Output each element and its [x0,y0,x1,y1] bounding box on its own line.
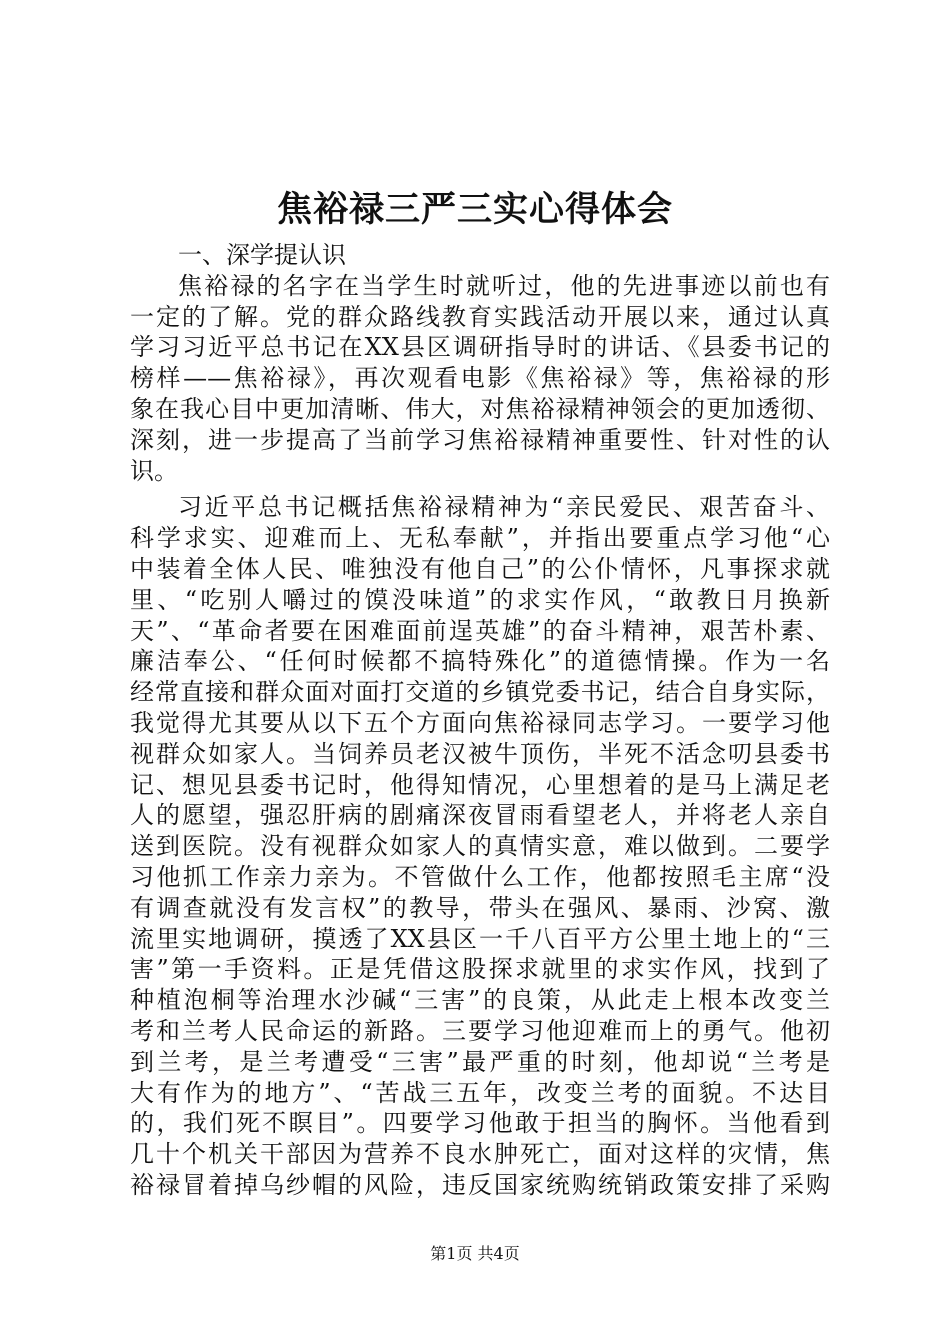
document-body [130,240,830,1201]
paragraph-line: 一定的了解。党的群众路线教育实践活动开展以来，通过认真 [130,302,830,331]
paragraph-line: 廉洁奉公、“任何时候都不搞特殊化”的道德情操。作为一名 [130,647,830,676]
paragraph-line: 害”第一手资料。正是凭借这股探求就里的求实作风，找到了 [130,955,830,984]
section-heading: 一、深学提认识 [178,241,346,269]
paragraph-line: 榜样——焦裕禄》，再次观看电影《焦裕禄》等，焦裕禄的形 [130,364,830,393]
paragraph-line: 焦裕禄的名字在当学生时就听过，他的先进事迹以前也有 [178,271,830,300]
paragraph-line: 经常直接和群众面对面打交道的乡镇党委书记，结合自身实际， [130,678,830,707]
paragraph-line: 记、想见县委书记时，他得知情况，心里想着的是马上满足老 [130,770,830,799]
paragraph-line: 天”、“革命者要在困难面前逞英雄”的奋斗精神，艰苦朴素、 [130,616,830,645]
paragraph-1 [130,271,830,487]
paragraph-line: 有调查就没有发言权”的教导，带头在强风、暴雨、沙窝、激 [130,893,830,922]
paragraph-line: 视群众如家人。当饲养员老汉被牛顶伤，半死不活念叨县委书 [130,739,830,768]
paragraph-line: 学习习近平总书记在XX县区调研指导时的讲话、《县委书记的 [130,333,830,362]
paragraph-line: 送到医院。没有视群众如家人的真情实意，难以做到。二要学 [130,832,830,861]
paragraph-line: 里、“吃别人嚼过的馍没味道”的求实作风，“敢教日月换新 [130,585,830,614]
paragraph-line: 考和兰考人民命运的新路。三要学习他迎难而上的勇气。他初 [130,1016,830,1045]
paragraph-line: 科学求实、迎难而上、无私奉献”，并指出要重点学习他“心 [130,524,830,553]
paragraph-2 [130,492,830,1200]
paragraph-line: 习近平总书记概括焦裕禄精神为“亲民爱民、艰苦奋斗、 [178,493,830,522]
paragraph-line: 象在我心目中更加清晰、伟大，对焦裕禄精神领会的更加透彻、 [130,394,830,423]
paragraph-line: 我觉得尤其要从以下五个方面向焦裕禄同志学习。一要学习他 [130,708,830,737]
paragraph-line: 深刻，进一步提高了当前学习焦裕禄精神重要性、针对性的认 [130,425,830,454]
paragraph-line: 到兰考，是兰考遭受“三害”最严重的时刻，他却说“兰考是 [130,1047,830,1076]
paragraph-line: 几十个机关干部因为营养不良水肿死亡，面对这样的灾情，焦 [130,1140,830,1169]
paragraph-line: 的，我们死不瞑目”。四要学习他敢于担当的胸怀。当他看到 [130,1109,830,1138]
document-title: 焦裕禄三严三实心得体会 [276,189,673,230]
paragraph-line: 中装着全体人民、唯独没有他自己”的公仆情怀，凡事探求就 [130,554,830,583]
paragraph-line: 识。 [130,456,178,485]
paragraph-line: 种植泡桐等治理水沙碱“三害”的良策，从此走上根本改变兰 [130,986,830,1015]
paragraph-line: 人的愿望，强忍肝病的剧痛深夜冒雨看望老人，并将老人亲自 [130,801,830,830]
paragraph-line: 大有作为的地方”、“苦战三五年，改变兰考的面貌。不达目 [130,1078,830,1107]
paragraph-line: 裕禄冒着掉乌纱帽的风险，违反国家统购统销政策安排了采购 [130,1170,830,1199]
page-footer: 第1页 共4页 [430,1244,520,1263]
paragraph-line: 流里实地调研，摸透了XX县区一千八百平方公里土地上的“三 [130,924,830,953]
paragraph-line: 习他抓工作亲力亲为。不管做什么工作，他都按照毛主席“没 [130,862,830,891]
